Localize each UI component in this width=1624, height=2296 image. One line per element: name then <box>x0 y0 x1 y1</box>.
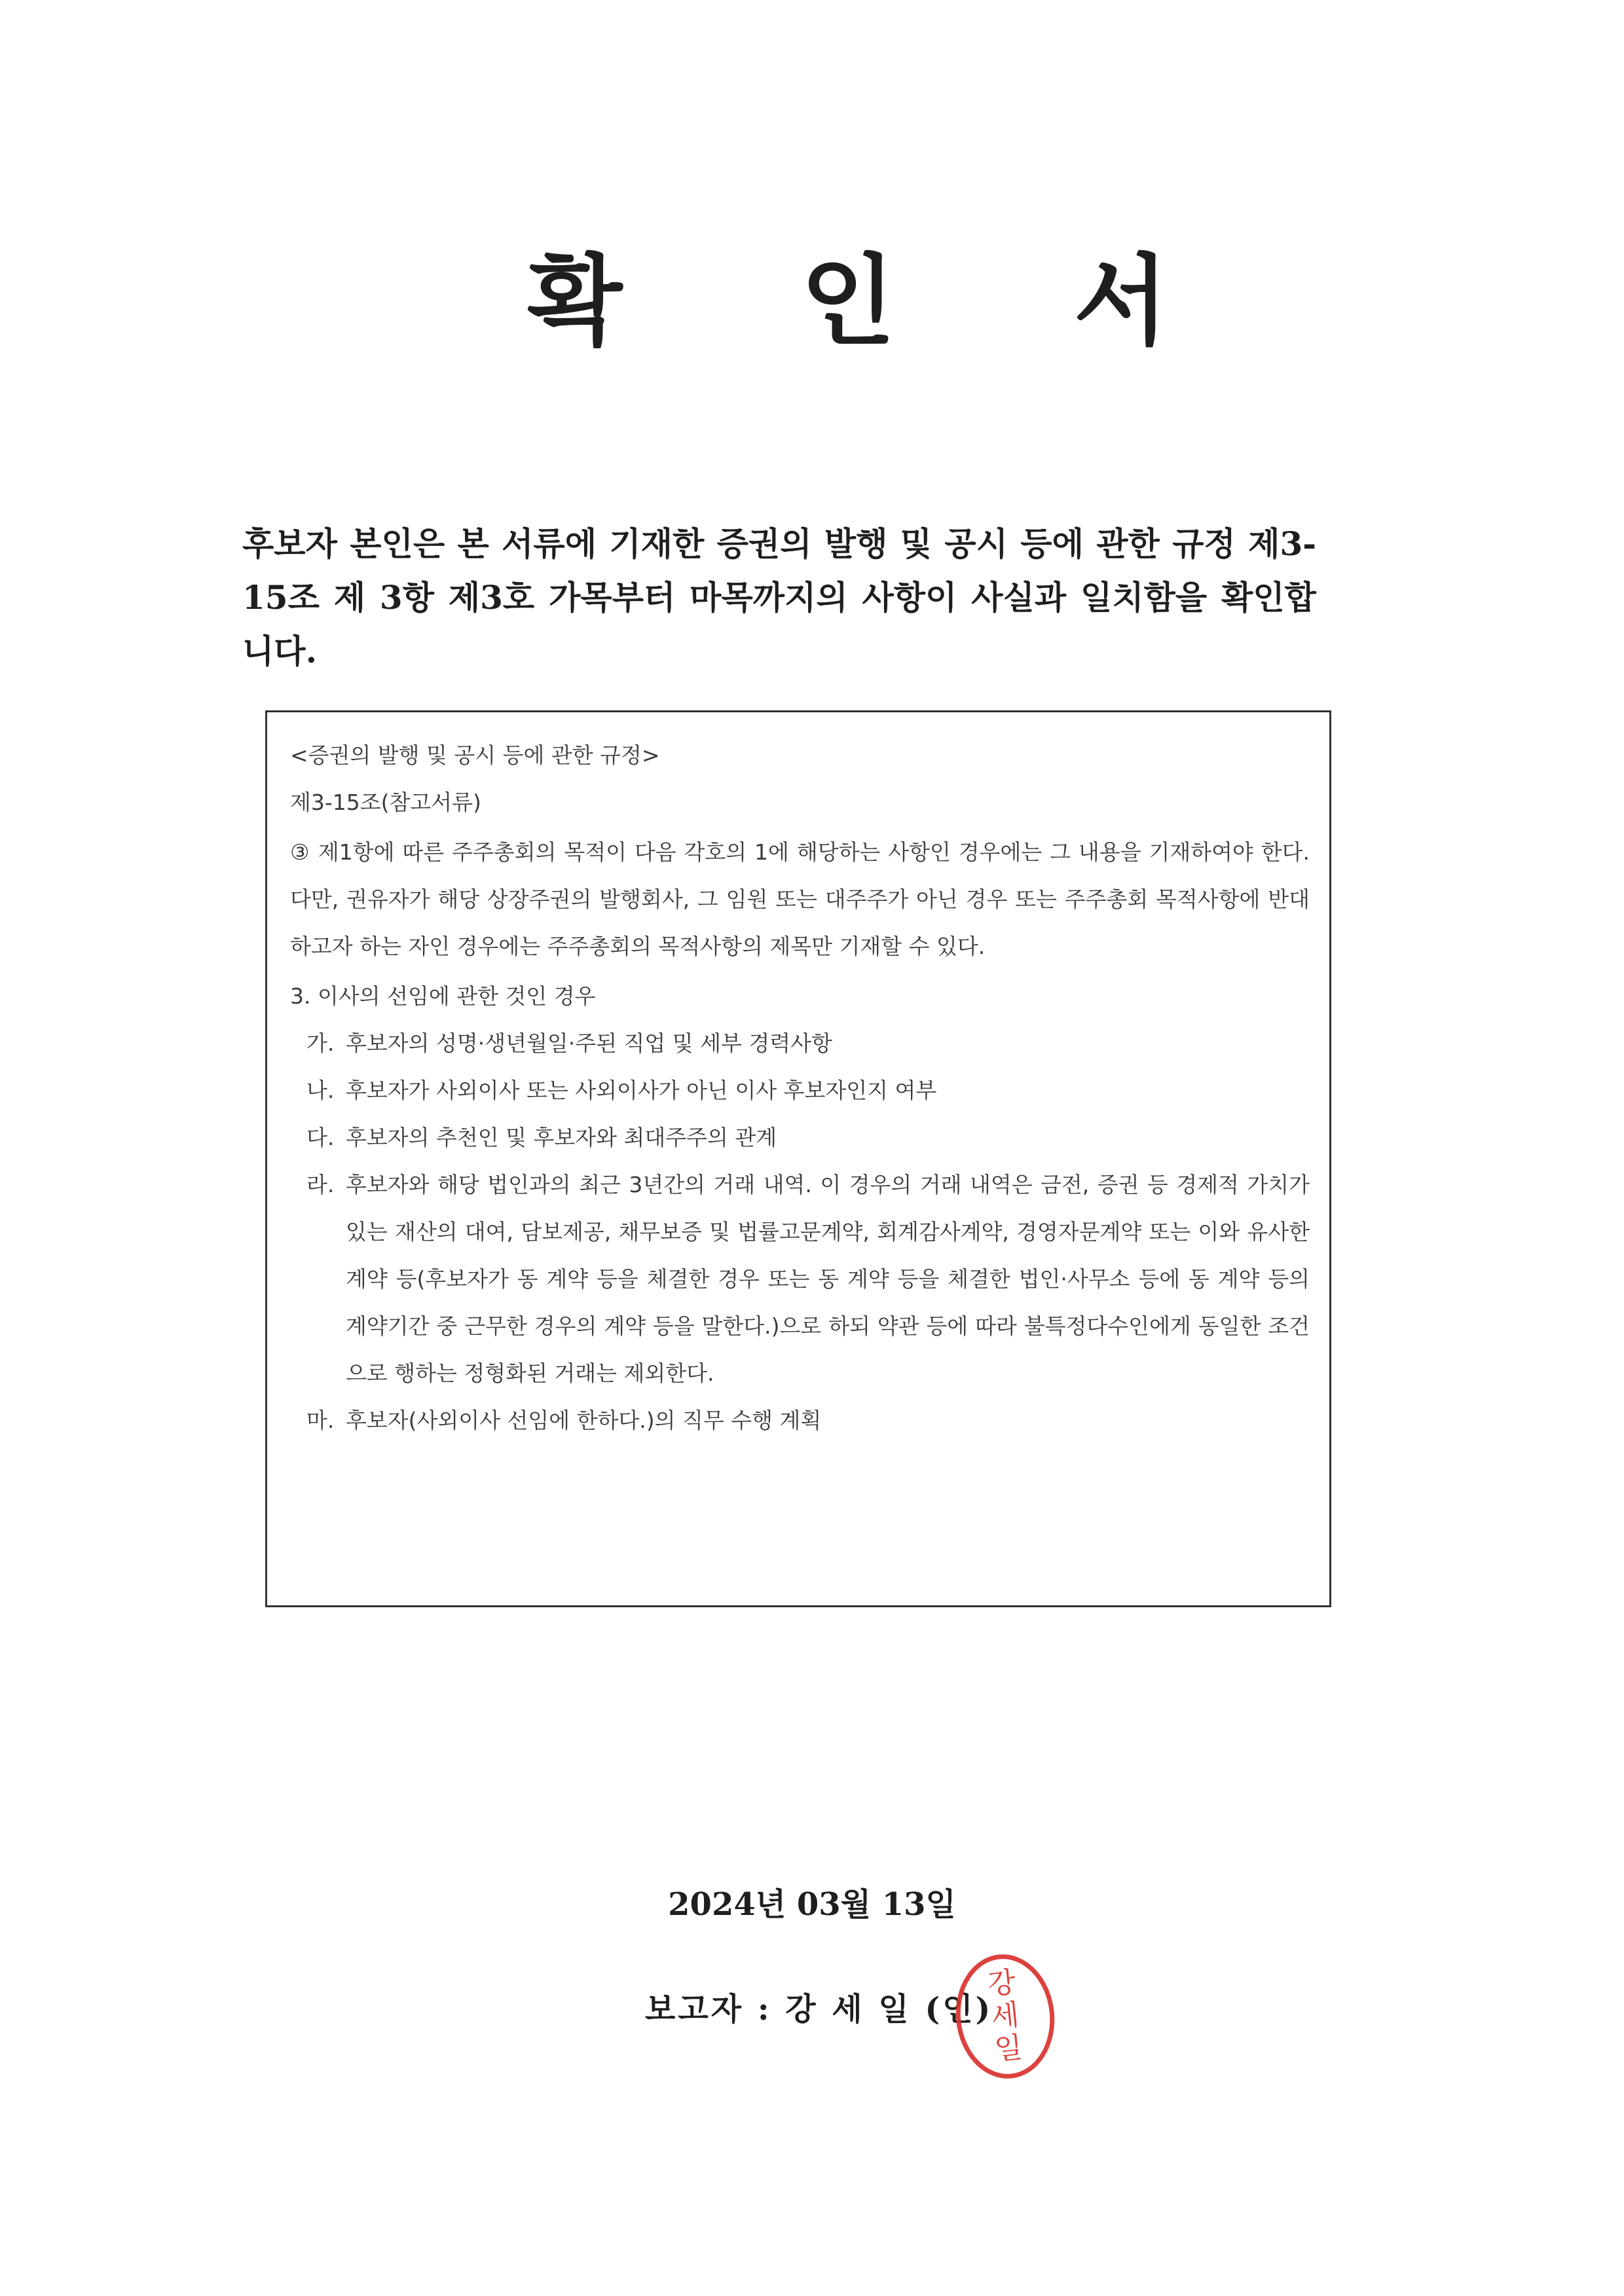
item-marker: 라. <box>306 1172 335 1197</box>
item-marker: 가. <box>306 1030 335 1056</box>
seal-char: 일 <box>993 2030 1024 2067</box>
regulation-item <box>290 1020 1310 1067</box>
regulation-item <box>290 1114 1310 1161</box>
item-text: 후보자의 성명·생년월일·주된 직업 및 세부 경력사항 <box>346 1030 832 1056</box>
regulation-article: 제3-15조(참고서류) <box>290 790 481 815</box>
red-seal-stamp <box>950 1950 1060 2084</box>
item-text: 후보자의 추천인 및 후보자와 최대주주의 관계 <box>346 1125 777 1150</box>
confirmation-statement: 후보자 본인은 본 서류에 기재한 증권의 발행 및 공시 등에 관한 규정 제3-15조 제 3항 제3호 가목부터 마목까지의 사항이 사실과 일치함을 확인합니다. <box>242 524 1316 670</box>
regulation-paragraph: ③ 제1항에 따른 주주총회의 목적이 다음 각호의 1에 해당하는 사항인 경우에는 그 내용을 기재하여야 한다. 다만, 권유자가 해당 상장주권의 발행회사, 그 임원 또는 대주주가 아닌 경우 또는 주주총회 목적사항에 반대하고자 하는 자인 경우에는 주주총회의 목적사항의 제목만 기재할 수 있다. <box>290 839 1310 959</box>
regulation-item <box>290 1067 1310 1114</box>
regulation-item <box>290 1397 1310 1444</box>
item-text: 후보자와 해당 법인과의 최근 3년간의 거래 내역. 이 경우의 거래 내역은 금전, 증권 등 경제적 가치가 있는 재산의 대여, 담보제공, 채무보증 및 법률고문계약, 회계감사계약, 경영자문계약 또는 이와 유사한 계약 등(후보자가 동 계약 등을 체결한 경우 또는 동 계약 등을 체결한 법인·사무소 등에 동 계약 등의 계약기간 중 근무한 경우의 계약 등을 말한다.)으로 하되 약관 등에 따라 불특정다수인에게 동일한 조건으로 행하는 정형화된 거래는 제외한다. <box>346 1172 1310 1386</box>
item-marker: 나. <box>306 1078 335 1103</box>
seal-char: 세 <box>989 1997 1021 2035</box>
regulation-reference-box <box>265 710 1331 1607</box>
item-marker: 다. <box>306 1125 335 1150</box>
document-date: 2024년 03월 13일 <box>668 1886 956 1923</box>
regulation-clause: 3. 이사의 선임에 관한 것인 경우 <box>290 983 596 1009</box>
document-title: 확 인 서 <box>527 244 1241 359</box>
seal-char: 강 <box>986 1965 1018 2002</box>
reporter-signature-line: 보고자 : 강 세 일 (인) <box>645 1991 993 2028</box>
regulation-heading: <증권의 발행 및 공시 등에 관한 규정> <box>290 742 660 768</box>
item-marker: 마. <box>306 1408 335 1433</box>
item-text: 후보자가 사외이사 또는 사외이사가 아닌 이사 후보자인지 여부 <box>346 1078 937 1103</box>
regulation-item <box>290 1161 1310 1397</box>
item-text: 후보자(사외이사 선임에 한하다.)의 직무 수행 계획 <box>346 1408 822 1433</box>
